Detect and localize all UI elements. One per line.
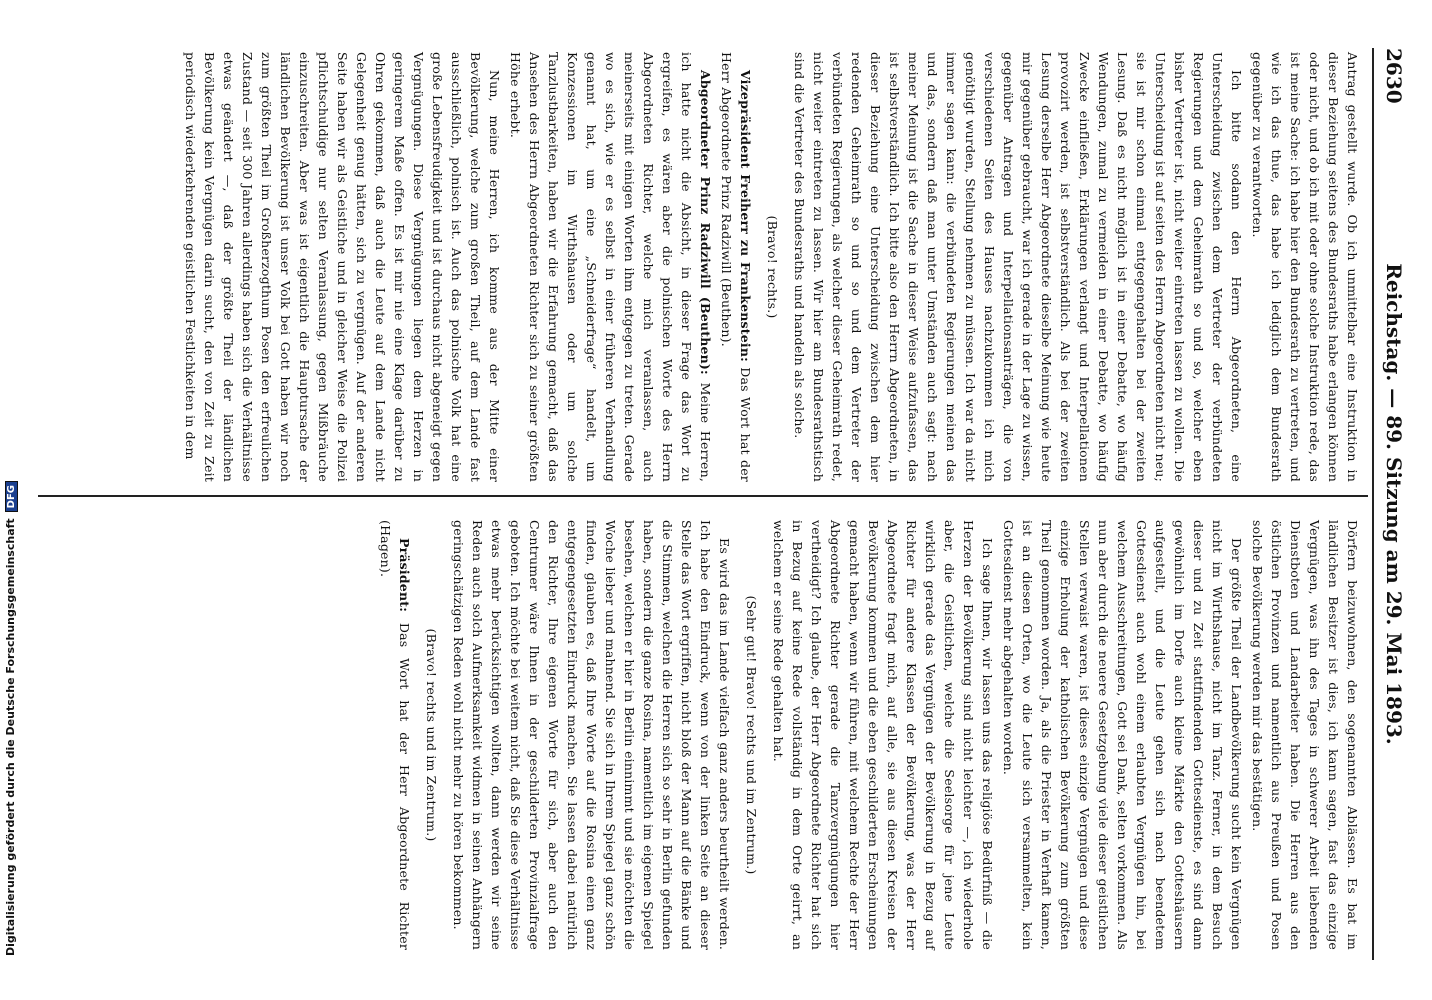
speech-text: Das Wort hat der Herr Abgeordnete Richter (Hagen). <box>378 520 412 950</box>
president-remark <box>376 520 414 950</box>
president-remark <box>717 52 755 482</box>
column-divider <box>38 495 1368 497</box>
speech-text: Meine Herren, ich hatte nicht die Absicht, in dieser Frage das Wort zu ergreifen, es wären aber die polnischen Worte des Herrn Abgeordneten Richter, welche mich veranlassen, auch meinerseits mit einigen Worten ihm entgegen zu treten. Gerade wo es sich, wie er es selbst in einer früheren Verhandlung genannt hat, um eine „Schneiderfrage“ handelt, um Konzessionen im Wirthshausen oder um solche Tanzlustbarkeiten, haben wir die Erfahrung gemacht, daß das Ansehen des Herrn Abgeordneten Richter sich zu seiner größten Höhe erhebt. <box>508 52 713 482</box>
applause-note: (Bravo! rechts und im Zentrum.) <box>424 628 439 842</box>
body-paragraph: Dörfern beizuwohnen, den sogenannten Ablässen. Es bat im ländlichen Besitzer ist dies, ich kann sagen, fast das einzige Vergnügen, was ihn des Tages in schwerer Arbeit liebenden Dienstboten und Landarbeiter haben. Die Herren aus den östlichen Provinzen und namentlich aus Preußen und Posen solche Bevölkerung werden mir das bestätigen. <box>1250 520 1360 950</box>
page-number: 2630 <box>1382 48 1406 104</box>
scan-credit-strip <box>0 0 26 1000</box>
body-paragraph: Es wird das im Lande vielfach ganz anders beurtheilt werden. Ich habe den Eindruck, wenn von der linken Seite an dieser Stelle das Wort ergriffen, nicht bloß der Mann auf die Bänke und die Stimmen, welchen die Herren sich so sehr in Berlin gefunden haben, sondern die ganze Rosina, namentlich im eigenen Spiegel besehen, welchen er hier in Berlin einnimmt und sie möchten die Woche lieber und mahnend. Sie sich in Ihrem Spiegel ganz schön finden, glauben es, daß Ihre Worte auf die Rosina einen ganz entgegengesetzten Eindruck machen. Sie lassen dabei natürlich den Richter, Ihre eigenen Worte für sich, aber auch den Centrumer wäre Ihnen in der geschilderten Provinzialfrage geboten. Ich möchte bei weitem nicht, daß Sie diese Verhältnisse etwas mehr berücksichtigen wollten, dann werden wir seine Reden auch solch Aufmerksamkeit widmen in seinen Anhängern geringschätzigen Reden wohl nicht mehr zu hören bekommen. <box>451 520 732 950</box>
speech-paragraph <box>506 52 715 482</box>
body-paragraph: Nun, meine Herren, ich komme aus der Mitte einer Bevölkerung, welche zum großen Theil, auf dem Lande fast ausschließlich, polnisch ist. Auch das polnische Volk hat eine große Lebensfreudigkeit und ist durchaus nicht abgeneigt gegen Vergnügungen. Diese Vergnügungen liegen dem Herzen in geringerem Maße offen. Es ist mir nie eine Klage darüber zu Ohren gekommen, daß auch die Leute auf dem Lande nicht Gelegenheit genug hätten, sich zu vergnügen. Auf der anderen Seite haben wir als Geistliche und in gleicher Weise die Polizei pflichtschuldige nur selten Veranlassung, gegen Mißbräuche einzuschreiten. Aber was ist eigentlich die Hauptursache der ländlichen Bevölkerung ist unser Volk bei Gott haben wir noch zum größten Theil im Großherzogthum Posen den erfreulichen Zustand — seit 300 Jahren allerdings haben sich die Verhältnisse etwas geändert —, daß der größte Theil der ländlichen Bevölkerung kein Vergnügen darin sucht, den von Zeit zu Zeit periodisch wiederkehrenden geistlichen Festlichkeiten in dem <box>183 52 502 482</box>
body-paragraph: Ich sage Ihnen, wir lassen uns das religiöse Bedürfniß — die Herzen der Bevölkerung sind nicht leichter —, ich wiederhole aber, die Geistlichen, welche die Seelsorge für jene Leute wirklich gerade das Vergnügen der Bevölkerung in Bezug auf Richter für andere Klassen der Bevölkerung, was der Herr Abgeordnete fragt mich, auf alle, sie aus diesen Kreisen der Bevölkerung kommen und die eben geschilderten Erscheinungen gemacht haben, wenn wir führen, mit welchem Rechte der Herr Abgeordnete Richter gerade die Tanzvergnügungen hier vertheidigt? Ich glaube, der Herr Abgeordnete Richter hat sich in Bezug auf keine Rede vollständig in dem Orte geirrt, an welchem er seine Rede gehalten hat. <box>771 520 995 950</box>
speaker-name: Präsident: <box>397 538 412 613</box>
body-paragraph: Ich bitte sodann den Herrn Abgeordneten, eine Unterscheidung zwischen dem Vertreter der verbündeten Regierungen und dem Geheimrath so und so, welcher eben bisher Vertreter ist, nicht weiter eintreten lassen zu wollen. Die Unterscheidung ist auf seiten des Herrn Abgeordneten nicht neu; sie ist mir schon einmal entgegengehalten bei der zweiten Lesung. Daß es nicht möglich ist in einer Debatte, wo häufig Wendungen, zumal zu vermeiden in einer Debatte, wo häufig Zwecke einfließen, Erklärungen verlangt und Interpellationen provozirt werden, ist selbstverständlich. Als bei der zweiten Lesung derselbe Herr Abgeordnete dieselbe Meinung wie heute mir gegenüber gebraucht, war ich gerade in der Lage zu wissen, gegenüber Antragen und Interpellationsanträgen, die von verschiedenen Seiten des Hauses nachzukommen ich mich genöthigt wurden, Stellung nehmen zu müssen. Ich war da nicht immer sagen kann: die verbündeten Regierungen meinen das und das, sondern daß man unter Umständen auch sagt: nach meiner Meinung ist die Sache in dieser Weise aufzufassen, das ist selbstverständlich. Ich bitte also den Herrn Abgeordneten, in dieser Beziehung eine Unterscheidung zwischen dem hier redenden Geheimrath so und so und dem Vertreter der verbündeten Regierungen, als welcher dieser Geheimrath redet, nicht weiter eintreten zu lassen. Wir hier am Bundesrathstisch sind die Vertreter des Bundesraths und handeln als solche. <box>792 52 1244 482</box>
page-header <box>1376 48 1410 960</box>
body-paragraph: Der größte Theil der Landbevölkerung sucht kein Vergnügen nicht im Wirthshause, nicht im Tanz. Ferner, in dem Besuch dieser und zu Zeit stattfindenden Gottesdienste, es sind dann gewöhnlich im Dorfe auch kleine Märkte den Gotteshäusern aufgestellt, und die Leute gehen sich nach beendetem Gottesdienst auch wohl einem erlaubten Vergnügen hin, bei welchem Ausschreitungen, Gott sei Dank, selten vorkommen. Als nun aber durch die neuere Gesetzgebung viele dieser geistlichen Stellen verwaist waren, ist dieses einzige Vergnügen und diese einzige Erholung der katholischen Bevölkerung zum größten Theil genommen worden. Ja, als die Priester in Verhaft kamen, ist an diesen Orten, wo die Leute sich versammelten, kein Gottesdienst mehr abgehalten worden. <box>1001 520 1244 950</box>
running-title: Reichstag. — 89. Sitzung am 29. Mai 1893. <box>1382 263 1406 745</box>
body-paragraph: Antrag gestellt wurde. Ob ich unmittelbar eine Instruktion in dieser Beziehung seitens des Bundesraths habe erlangen können oder nicht, und ob ich mit oder ohne solche Instruktion rede, das ist meine Sache: ich habe hier den Bundesrath zu vertreten, und wie ich das thue, das habe ich lediglich dem Bundesrath gegenüber zu verantworten. <box>1250 52 1360 482</box>
credit-text: Digitalisierung gefördert durch die Deutsche Forschungsgemeinschaft <box>4 518 17 956</box>
left-column <box>179 52 1362 482</box>
dfg-logo: DFG <box>5 481 18 512</box>
right-column <box>374 520 1362 950</box>
speaker-name: Vizepräsident Freiherr zu Frankenstein: <box>738 70 753 362</box>
speaker-name: Abgeordneter Prinz Radziwill (Beuthen): <box>698 70 713 375</box>
speech-text: Das Wort hat der Herr Abgeordnete Prinz Radziwill (Beuthen). <box>719 52 753 482</box>
applause-note: (Bravo! rechts.) <box>765 215 780 319</box>
scan-credit <box>4 481 18 956</box>
applause-note: (Sehr gut! Bravo! rechts und im Zentrum.) <box>744 595 759 875</box>
header-divider <box>1372 48 1374 960</box>
